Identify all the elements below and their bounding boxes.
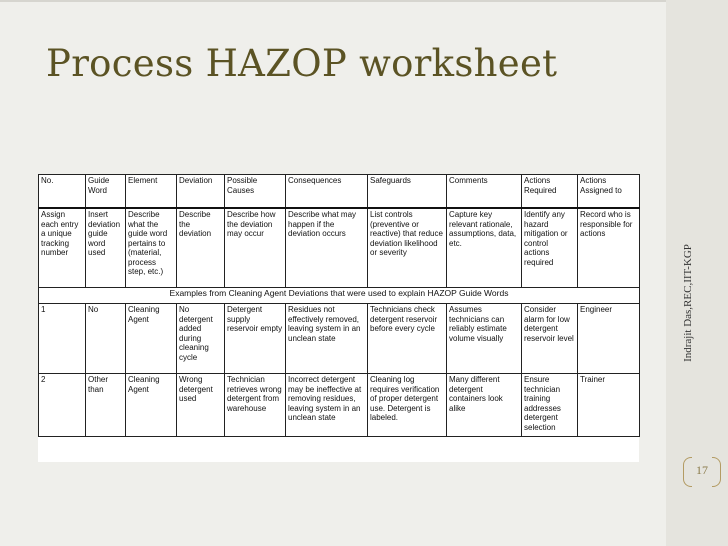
top-rule [0,0,728,2]
table-row-cell: Other than [86,374,126,437]
examples-heading-row [39,288,640,304]
table-row-cell: 2 [39,374,86,437]
table-definition-row-cell: Describe how the deviation may occur [225,208,286,288]
table-header-row-cell: Guide Word [86,175,126,209]
table-row-cell: Assumes technicians can reliably estimate volume visually [447,304,522,374]
table-row-cell: Residues not effectively removed, leaving system in an unclean state [286,304,368,374]
examples-heading: Examples from Cleaning Agent Deviations that were used to explain HAZOP Guide Words [39,288,640,304]
table-header-row-cell: Safeguards [368,175,447,209]
table-definition-row [39,208,640,288]
table-row-cell: No [86,304,126,374]
page-number: 17 [696,463,708,477]
table-definition-row-cell: List controls (preventive or reactive) that reduce deviation likelihood or severity [368,208,447,288]
table-row-cell: Many different detergent containers look alike [447,374,522,437]
table-row-cell: Engineer [578,304,640,374]
table-row-cell: Technician retrieves wrong detergent from warehouse [225,374,286,437]
table-header-row-cell: Consequences [286,175,368,209]
table-definition-row-cell: Insert deviation guide word used [86,208,126,288]
table-definition-row-cell: Assign each entry a unique tracking number [39,208,86,288]
table-header-row-cell: Deviation [177,175,225,209]
slide-title: Process HAZOP worksheet [46,42,558,85]
table-row-cell: Wrong detergent used [177,374,225,437]
table-row-cell: Cleaning Agent [126,304,177,374]
table-header-row-cell: Actions Required [522,175,578,209]
page-number-badge [683,457,721,487]
table-row-cell: Ensure technician training addresses detergent selection [522,374,578,437]
table-row-cell: Detergent supply reservoir empty [225,304,286,374]
table-definition-row-cell: Capture key relevant rationale, assumptions, data, etc. [447,208,522,288]
table-row-cell: No detergent added during cleaning cycle [177,304,225,374]
table-row-cell: Technicians check detergent reservoir before every cycle [368,304,447,374]
table-definition-row-cell: Describe what may happen if the deviation occurs [286,208,368,288]
table-header-row-cell: Element [126,175,177,209]
table-row-cell: Cleaning log requires verification of proper detergent use. Detergent is labeled. [368,374,447,437]
table-row-cell: Consider alarm for low detergent reservoir level [522,304,578,374]
table-definition-row-cell: Describe what the guide word pertains to (material, process step, etc.) [126,208,177,288]
table-row-cell: Cleaning Agent [126,374,177,437]
table-row-cell: Incorrect detergent may be ineffective at removing residues, leaving system in an unclean state [286,374,368,437]
table-row-cell: 1 [39,304,86,374]
table-header-row-cell: Actions Assigned to [578,175,640,209]
hazop-worksheet-table [38,174,639,462]
table-header-row-cell: No. [39,175,86,209]
author-vertical-text: Indrajit Das,REC,IIT-KGP [682,244,694,362]
table-definition-row-cell: Identify any hazard mitigation or control actions required [522,208,578,288]
table-row [39,374,640,437]
table-row [39,304,640,374]
table-row-cell: Trainer [578,374,640,437]
table-header-row [39,175,640,209]
table-definition-row-cell: Describe the deviation [177,208,225,288]
table-header-row-cell: Possible Causes [225,175,286,209]
table-header-row-cell: Comments [447,175,522,209]
table-definition-row-cell: Record who is responsible for actions [578,208,640,288]
